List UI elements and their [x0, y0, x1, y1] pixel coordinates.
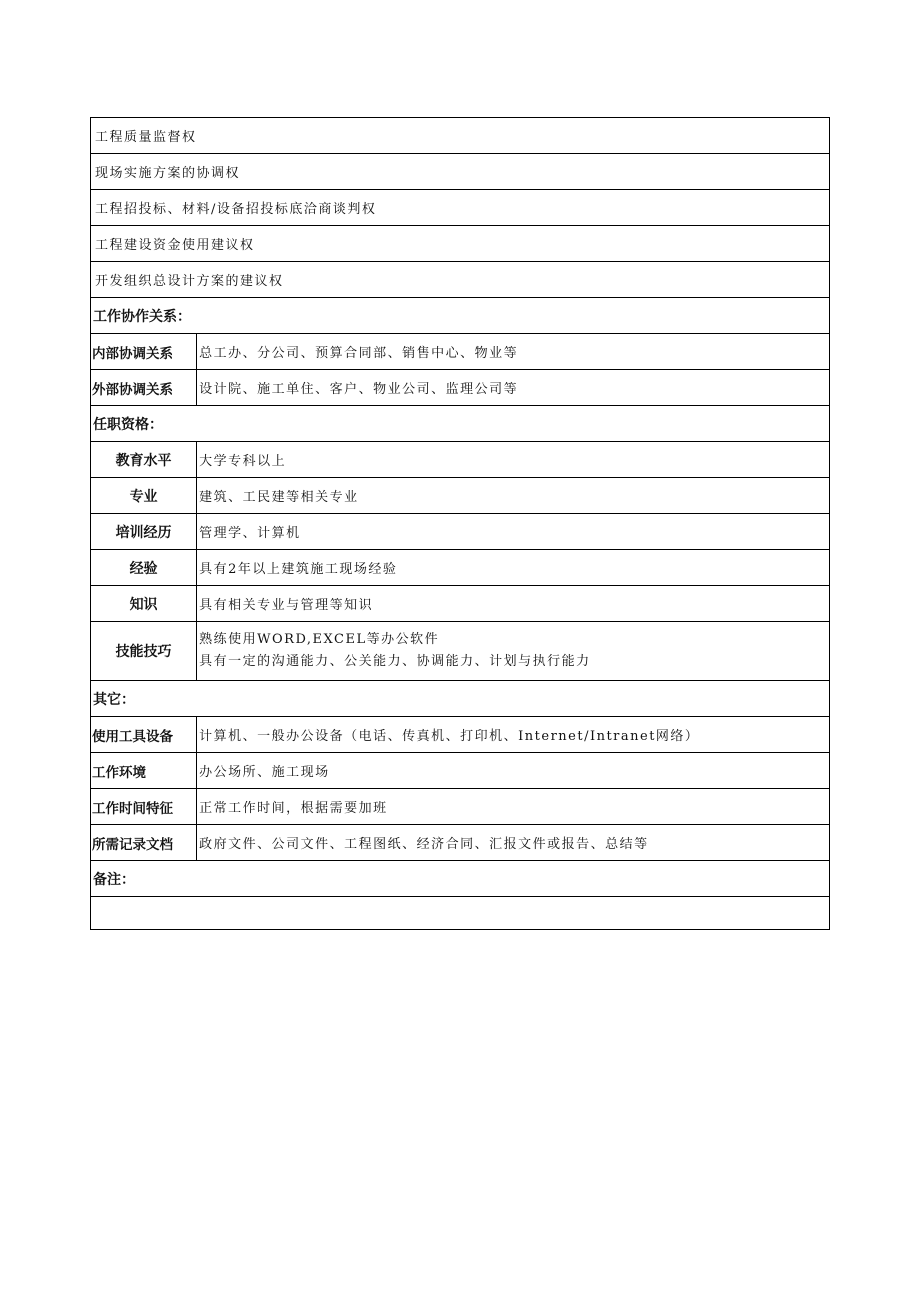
internal-coordination-row: [91, 334, 830, 370]
authority-row: [91, 118, 830, 154]
knowledge-value: 具有相关专业与管理等知识: [197, 586, 830, 622]
skills-line-software: 熟练使用WORD,EXCEL等办公软件: [199, 632, 440, 647]
authority-row: [91, 190, 830, 226]
authority-row: [91, 226, 830, 262]
job-description-table: [90, 117, 830, 930]
external-coordination-row: [91, 370, 830, 406]
training-label: 培训经历: [91, 514, 197, 550]
knowledge-row: [91, 586, 830, 622]
authority-item: 工程质量监督权: [91, 118, 830, 154]
skills-label: 技能技巧: [91, 622, 197, 681]
tools-value: 计算机、一般办公设备（电话、传真机、打印机、Internet/Intranet网络）: [197, 717, 830, 753]
education-row: [91, 442, 830, 478]
training-row: [91, 514, 830, 550]
work-time-row: [91, 789, 830, 825]
knowledge-label: 知识: [91, 586, 197, 622]
remarks-heading: 备注：: [91, 861, 830, 897]
cooperation-heading-row: [91, 298, 830, 334]
work-time-label: 工作时间特征: [91, 789, 197, 825]
qualifications-heading-row: [91, 406, 830, 442]
tools-label: 使用工具设备: [91, 717, 197, 753]
authority-item: 开发组织总设计方案的建议权: [91, 262, 830, 298]
records-value: 政府文件、公司文件、工程图纸、经济合同、汇报文件或报告、总结等: [197, 825, 830, 861]
major-label: 专业: [91, 478, 197, 514]
skills-row: [91, 622, 830, 681]
records-label: 所需记录文档: [91, 825, 197, 861]
education-value: 大学专科以上: [197, 442, 830, 478]
cooperation-heading: 工作协作关系：: [91, 298, 830, 334]
internal-coordination-label: 内部协调关系: [91, 334, 197, 370]
tools-row: [91, 717, 830, 753]
remarks-content: [91, 897, 830, 930]
other-heading: 其它：: [91, 681, 830, 717]
training-value: 管理学、计算机: [197, 514, 830, 550]
experience-label: 经验: [91, 550, 197, 586]
remarks-content-row: [91, 897, 830, 930]
authority-item: 工程招投标、材料/设备招投标底洽商谈判权: [91, 190, 830, 226]
remarks-heading-row: [91, 861, 830, 897]
external-coordination-value: 设计院、施工单住、客户、物业公司、监理公司等: [197, 370, 830, 406]
authority-item: 现场实施方案的协调权: [91, 154, 830, 190]
records-row: [91, 825, 830, 861]
major-value: 建筑、工民建等相关专业: [197, 478, 830, 514]
major-row: [91, 478, 830, 514]
experience-value: 具有2年以上建筑施工现场经验: [197, 550, 830, 586]
skills-value: [197, 622, 830, 681]
qualifications-heading: 任职资格：: [91, 406, 830, 442]
authority-row: [91, 154, 830, 190]
education-label: 教育水平: [91, 442, 197, 478]
work-time-value: 正常工作时间，根据需要加班: [197, 789, 830, 825]
environment-label: 工作环境: [91, 753, 197, 789]
skills-line-abilities: 具有一定的沟通能力、公关能力、协调能力、计划与执行能力: [199, 654, 591, 669]
environment-row: [91, 753, 830, 789]
external-coordination-label: 外部协调关系: [91, 370, 197, 406]
authority-item: 工程建设资金使用建议权: [91, 226, 830, 262]
internal-coordination-value: 总工办、分公司、预算合同部、销售中心、物业等: [197, 334, 830, 370]
authority-row: [91, 262, 830, 298]
environment-value: 办公场所、施工现场: [197, 753, 830, 789]
experience-row: [91, 550, 830, 586]
other-heading-row: [91, 681, 830, 717]
